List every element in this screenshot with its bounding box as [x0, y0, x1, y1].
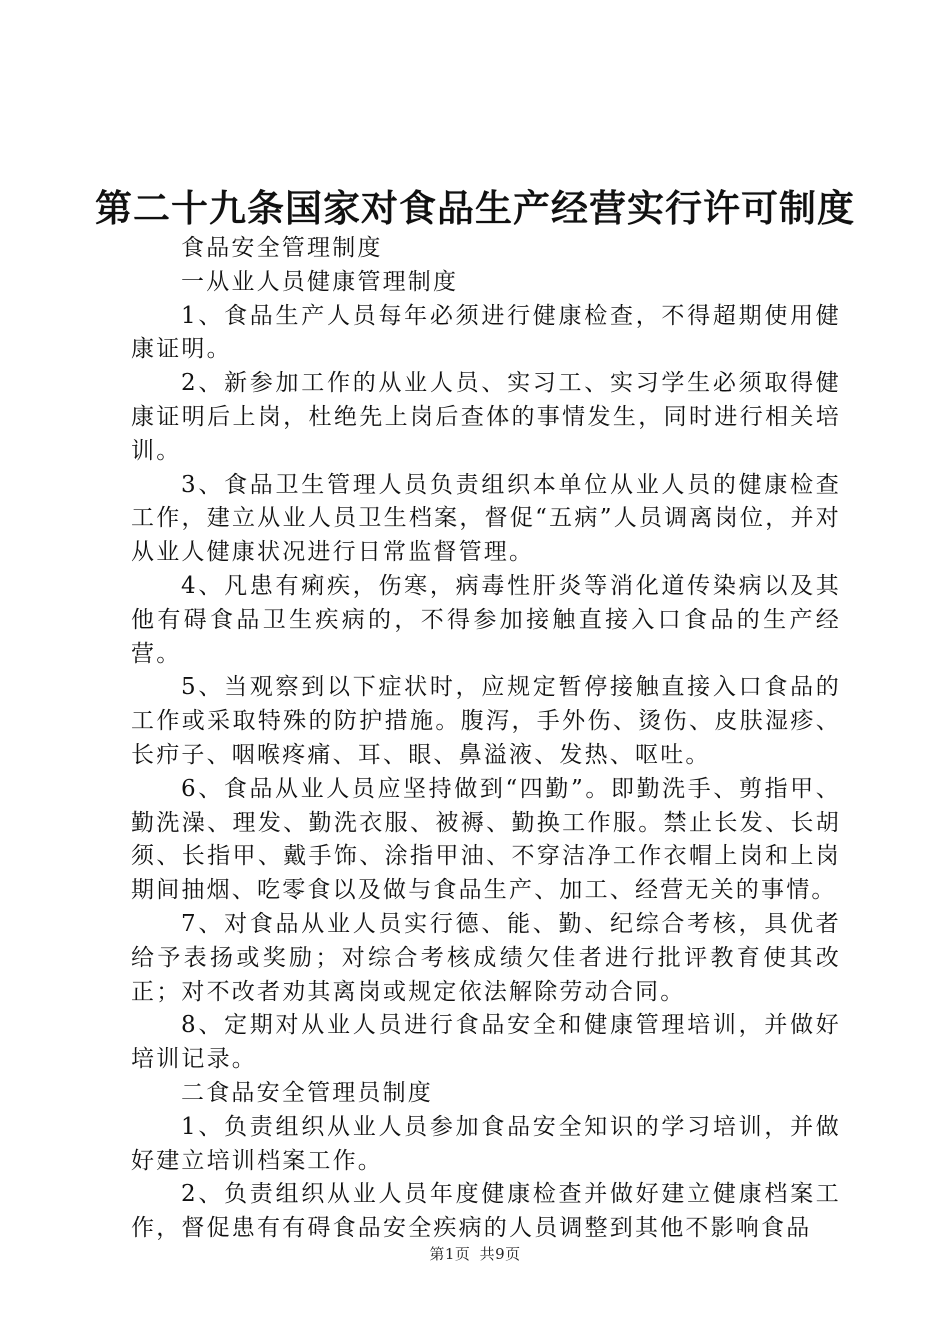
paragraph: 1、食品生产人员每年必须进行健康检查，不得超期使用健康证明。 — [131, 302, 841, 363]
page-number: 第1页 — [429, 1245, 471, 1263]
page-footer — [0, 1243, 950, 1264]
paragraph: 2、负责组织从业人员年度健康检查并做好建立健康档案工作，督促患有有碍食品安全疾病的人员调整到其他不影响食品 — [131, 1181, 841, 1242]
page-total: 共9页 — [479, 1245, 521, 1263]
paragraph: 1、负责组织从业人员参加食品安全知识的学习培训，并做好建立培训档案工作。 — [131, 1113, 841, 1174]
paragraph: 6、食品从业人员应坚持做到“四勤”。即勤洗手、剪指甲、勤洗澡、理发、勤洗衣服、被褥、勤换工作服。禁止长发、长胡须、长指甲、戴手饰、涂指甲油、不穿洁净工作衣帽上岗和上岗期间抽烟、吃零食以及做与食品生产、加工、经营无关的事情。 — [131, 775, 841, 904]
document-title: 第二十九条国家对食品生产经营实行许可制度 — [95, 186, 855, 230]
paragraph-subsection-heading: 二食品安全管理员制度 — [181, 1079, 433, 1106]
paragraph-section-heading: 食品安全管理制度 — [181, 235, 383, 261]
paragraph: 5、当观察到以下症状时，应规定暂停接触直接入口食品的工作或采取特殊的防护措施。腹泻，手外伤、烫伤、皮肤湿疹、长疖子、咽喉疼痛、耳、眼、鼻溢液、发热、呕吐。 — [131, 674, 841, 768]
paragraph: 4、凡患有痢疾，伤寒，病毒性肝炎等消化道传染病以及其他有碍食品卫生疾病的，不得参加接触直接入口食品的生产经营。 — [131, 572, 841, 667]
document-body — [131, 232, 841, 1246]
paragraph: 7、对食品从业人员实行德、能、勤、纪综合考核，具优者给予表扬或奖励；对综合考核成绩欠佳者进行批评教育使其改正；对不改者劝其离岗或规定依法解除劳动合同。 — [131, 910, 841, 1005]
paragraph-subsection-heading: 一从业人员健康管理制度 — [181, 268, 459, 295]
paragraph: 8、定期对从业人员进行食品安全和健康管理培训，并做好培训记录。 — [131, 1012, 841, 1073]
paragraph: 3、食品卫生管理人员负责组织本单位从业人员的健康检查工作，建立从业人员卫生档案，督促“五病”人员调离岗位，并对从业人健康状况进行日常监督管理。 — [131, 471, 841, 566]
paragraph: 2、新参加工作的从业人员、实习工、实习学生必须取得健康证明后上岗，杜绝先上岗后查体的事情发生，同时进行相关培训。 — [131, 370, 841, 464]
